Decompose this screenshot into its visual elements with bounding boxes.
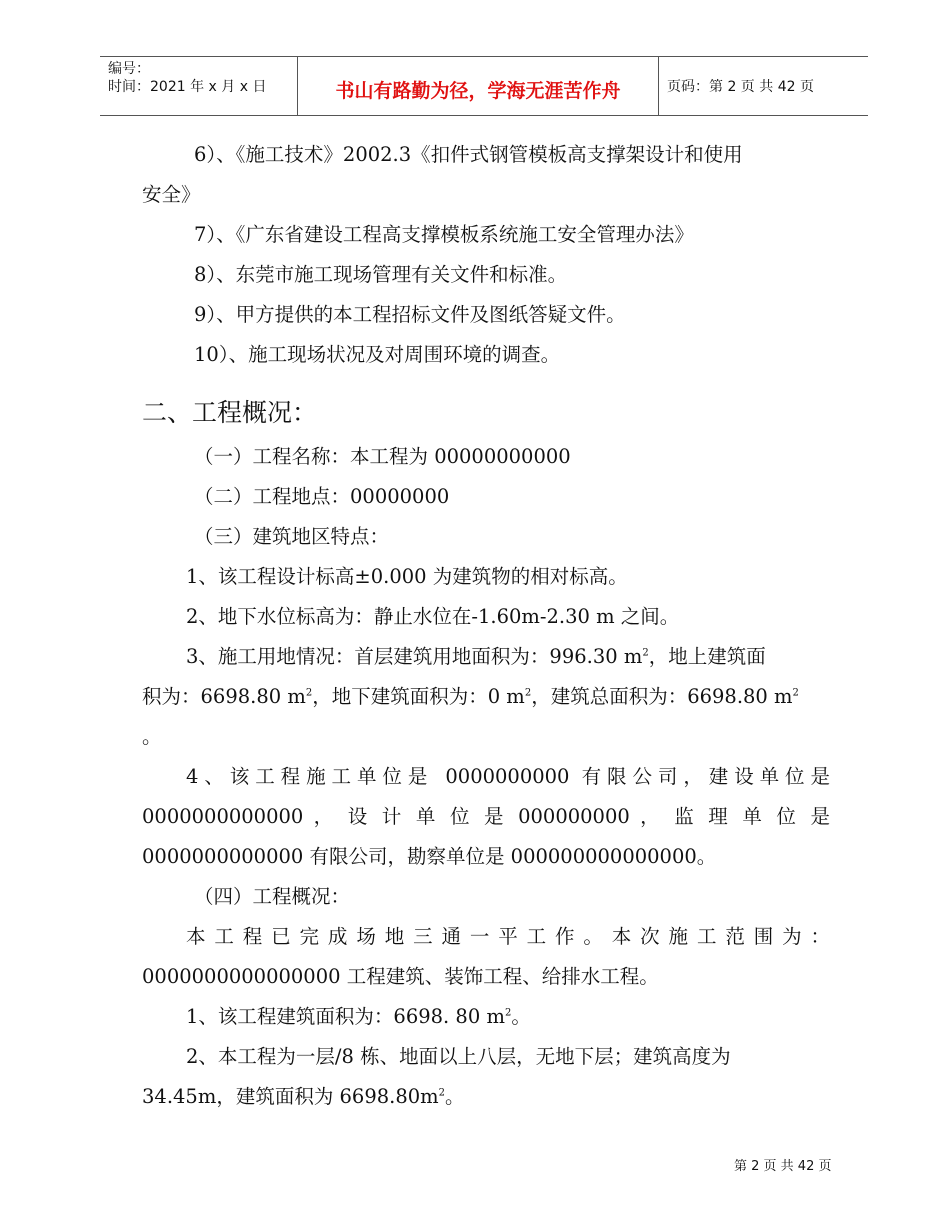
overview-item-continued: 34.45m，建筑面积为 $6698.80m^2$。	[142, 1085, 465, 1108]
feature-item: 1、该工程设计标高±0.000 为建筑物的相对标高。	[186, 565, 628, 588]
header-top-rule	[100, 56, 868, 57]
section-title: 二、工程概况：	[142, 398, 318, 427]
header-meta	[108, 60, 266, 96]
document-body	[142, 135, 830, 1117]
header-page-number: 页码：第 2 页 共 42 页	[667, 79, 814, 95]
reference-item: 10）、施工现场状况及对周围环境的调查。	[194, 343, 561, 366]
reference-item: 6）、《施工技术》2002.3《扣件式钢管模板高支撑架设计和使用	[194, 143, 743, 166]
reference-item: 9）、甲方提供的本工程招标文件及图纸答疑文件。	[194, 303, 626, 326]
feature-item-land-use-end: 。	[142, 725, 162, 748]
overview-text-continued: 0000000000000000 工程建筑、装饰工程、给排水工程。	[142, 965, 659, 988]
feature-item-land-use-continued: 积为：6698.80 $m^2$，地下建筑面积为：0 $m^2$，建筑总面积为：6698.80 $m^2$	[142, 685, 799, 708]
reference-item: 7）、《广东省建设工程高支撑模板系统施工安全管理办法》	[194, 223, 694, 246]
feature-item-units-end: 0000000000000 有限公司，勘察单位是 000000000000000。	[142, 845, 717, 868]
feature-item-land-use: 3、施工用地情况：首层建筑用地面积为：996.30 $m^2$，地上建筑面	[186, 645, 766, 668]
area-features-heading: （三）建筑地区特点：	[194, 525, 390, 548]
feature-item-units-continued: 0000000000000 ， 设 计 单 位 是 000000000 ， 监 理 单 位 是	[142, 805, 830, 828]
document-time-label: 时间：2021 年 x 月 x 日	[108, 79, 267, 95]
reference-item-continued: 安全》	[142, 183, 201, 206]
overview-item: 2、本工程为一层/8 栋、地面以上八层，无地下层；建筑高度为	[186, 1045, 731, 1068]
document-number-label: 编号：	[108, 61, 150, 77]
feature-item-units: 4、该工程施工单位是 0000000000 有限公司，建设单位是	[186, 765, 830, 788]
overview-item: 1、该工程建筑面积为：6698. 80 $m^2$。	[186, 1005, 531, 1028]
overview-heading: （四）工程概况：	[194, 885, 351, 908]
feature-item: 2、地下水位标高为：静止水位在-1.60m-2.30 m 之间。	[186, 605, 680, 628]
header-bottom-rule	[100, 115, 868, 116]
project-site: （二）工程地点：00000000	[194, 485, 450, 508]
header-motto: 书山有路勤为径，学海无涯苦作舟	[335, 80, 621, 102]
reference-item: 8）、东莞市施工现场管理有关文件和标准。	[194, 263, 568, 286]
project-name: （一）工程名称：本工程为 00000000000	[194, 445, 571, 468]
overview-text: 本工程已完成场地三通一平工作。本次施工范围为：	[186, 925, 830, 948]
footer-page-number: 第 2 页 共 42 页	[734, 1159, 832, 1174]
